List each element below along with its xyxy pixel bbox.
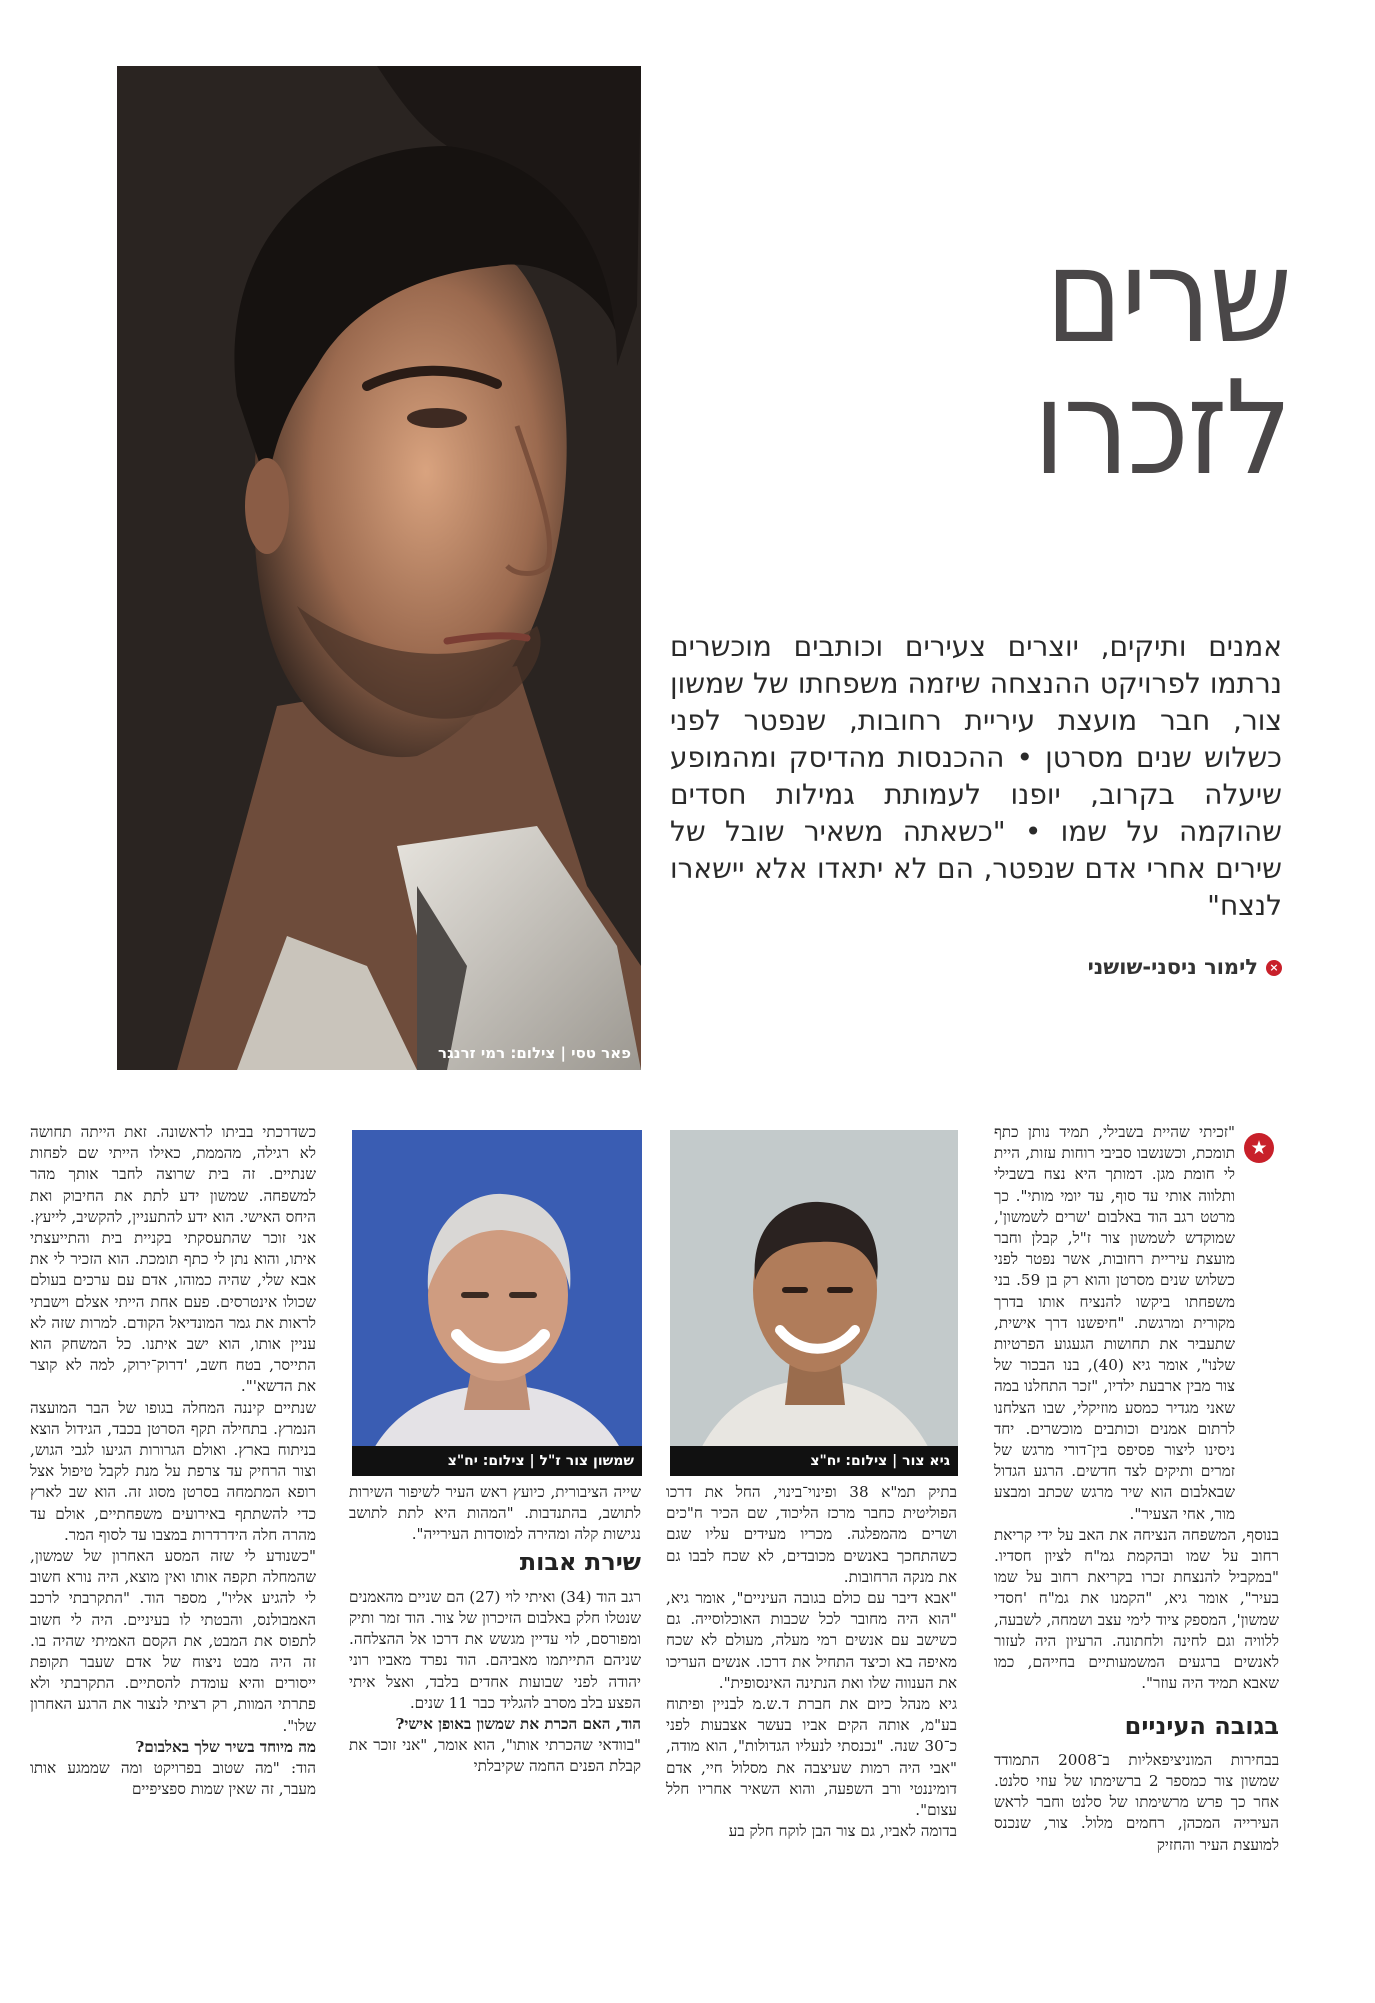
hero-photo-credit: פאר טסי | צילום: רמי זרנגר [438, 1044, 631, 1062]
hero-portrait-photo [117, 66, 641, 1070]
headline-line-1: שרים [1045, 220, 1290, 372]
photo-guy-tzur [670, 1130, 958, 1476]
star-icon: ★ [1244, 1133, 1274, 1163]
shimshon-photo-caption: שמשון צור ז"ל | צילום: יח"צ [352, 1446, 642, 1476]
column-2 [666, 1482, 957, 1842]
column-3 [349, 1482, 641, 1778]
guy-tzur-portrait [670, 1130, 958, 1476]
col3-paragraph-1: שייה הציבורית, כיועץ ראש העיר לשיפור השירות לתושב, בהתנדבות. "המהות היא לתת לתושב נגישות קלה ומהירה למוסדות העירייה". [349, 1483, 641, 1544]
guy-photo-caption: גיא צור | צילום: יח"צ [670, 1446, 958, 1476]
subhead-fathers-song: שירת אבות [519, 1547, 641, 1576]
col1-paragraph-1: "זכיתי שהיית בשבילי, תמיד נותן כתף תומכת, וכשנשבו סביבי רוחות עזות, היית לי חומת מגן. דמותך היא נצח בשבילי ותלווה אותי עד סוף, עד יומי מותי". כך מרטט רגב הוד באלבום 'שרים לשמשון', שמוקדש לשמשון צור ז"ל, קבלן וחבר מועצת עיריית רחובות, אשר נפטר לפני כשלוש שנים מסרטן והוא רק בן 59. בני משפחתו ביקשו להנציח אותו בדרך מקורית ומרגשת. "חיפשנו דרך אישית, שתעביר את תחושות הגעגוע הפרטיות שלנו", אומר גיא (40), בנו הבכור של צור מבין ארבעת ילדיו, "זכר התחלנו במה שאני מגדיר כמסע מוזיקלי, שבו הצלחנו לרתום אמנים וכותבים מוכשרים. יחד ניסינו ליצור פסיפס בין־דורי מרגש של זמרים ותיקים לצד חדשים. הרגע הגדול שבאלבום הוא שיר מרגש שכתב ומבצע מור, אחי הצעיר". [994, 1123, 1235, 1523]
column-4 [30, 1122, 316, 1801]
headline [770, 220, 1290, 504]
lede-paragraph: אמנים ותיקים, יוצרים צעירים וכותבים מוכשרים נרתמו לפרויקט ההנצחה שיזמה משפחתו של שמשון צור, חבר מועצת עיריית רחובות, שנפטר לפני כשלוש שנים מסרטן • ההכנסות מהדיסק ומהמופע שיעלה בקרוב, יופנו לעמותת גמילות חסדים שהוקמה על שמו • "כשאתה משאיר שובל של שירים אחרי אדם שנפטר, הם לא יתאדו אלא יישארו לנצח" [670, 630, 1282, 922]
subhead-eye-level: בגובה העיניים [1124, 1712, 1279, 1741]
col2-paragraph-2: "אבא דיבר עם כולם בגובה העיניים", אומר גיא, "הוא היה מחובר לכל שכבות האוכלוסייה. גם כשישב עם אנשים רמי מעלה, מעולם לא שכח מאיפה בא וכיצד התחיל את דרכו. אנשים העריכו את הענווה שלו ואת הנתינה האינסופית". [666, 1589, 957, 1692]
photo-shimshon-tzur [352, 1130, 642, 1476]
headline-line-2: לזכרו [1033, 352, 1290, 504]
col3-question-1: הוד, האם הכרת את שמשון באופן אישי? [395, 1715, 641, 1734]
col4-paragraph-3: "כשנודע לי שזה המסע האחרון של שמשון, שהמחלה תקפה אותו ואין מוצא, היה נורא חשוב לי להגיע אליו", מספר הוד. "התקרבתי לרכב האמבולנס, והבטתי לו בעיניים. היה לי חשוב לתפוס את המבט, את הקסם האמיתי שהיה בו. זה היה מבט ניצוח של אדם שעבר תקופת ייסורים והיא עומדת להסתיים. התקרבתי ולא פתרתי המוות, רק רציתי לנצור את הרגע האחרון שלו". [30, 1547, 316, 1735]
col1-paragraph-2: בנוסף, המשפחה הנציחה את האב על ידי קריאת רחוב על שמו ובהקמת גמ"ח לציון חסדיו. "במקביל להנצחת זכרו בקריאת רחוב על שמו בעיר", אומר גיא, "הקמנו את גמ"ח 'חסדי שמשון', המספק ציוד לימי עצב ושמחה, לשבעה, ללוויה וגם לחינה ולחתונה. הרעיון היה לעזור לאנשים ברגעים המשמעותיים בחייהם, כמו שאבא תמיד היה עוזר". [994, 1525, 1279, 1693]
portrait-illustration [117, 66, 641, 1070]
byline-author: לימור ניסני-שושני [1087, 955, 1258, 979]
col4-question-1: מה מיוחד בשיר שלך באלבום? [135, 1737, 316, 1756]
col3-paragraph-3: "בוודאי שהכרתי אותו", הוא אומר, "אני זוכר את קבלת הפנים החמה שקיבלתי [349, 1736, 641, 1776]
col4-paragraph-4: הוד: "מה שטוב בפרויקט ומה שממגע אותו מעבר, זה שאין שמות ספציפיים [30, 1759, 316, 1799]
col4-paragraph-1: כשדרכתי בביתו לראשונה. זאת הייתה תחושה לא רגילה, מהממת, כאילו הייתי שם לפחות שנתיים. זה בית שרוצה לחבר אותך מהר למשפחה. שמשון ידע לתת את החיבוק ואת היחס האישי. הוא ידע להתעניין, להקשיב, לייעץ. אני זוכר שהתעסקתי בקניית בית והתייעצתי איתו, והוא נתן לי כתף תומכת. הוא הזכיר לי את אבא שלי, שהיה כמוהו, אדם עם ערכים בעולם שכולו אינטרסים. פעם אחת הייתי אצלם וישבתי לראות את גמר המונדיאל הקודם. למרות שזה לא עניין אותו, הוא ישב איתנו. כל המשחק הוא התייסר, בטח חשב, 'דרוק־ירוק, למה לא קוצר את הדשא'". [30, 1123, 316, 1396]
column-1 [994, 1122, 1279, 1856]
col1-paragraph-3: בבחירות המוניציפאליות ב־2008 התמודד שמשון צור כמספר 2 ברשימתו של עוזי סלנט. אחר כך פרש מרשימתו של סלנט וחבר לראש העירייה המכהן, רחמים מלול. צור, שנכנס למועצת העיר והחזיק [994, 1750, 1280, 1854]
col3-paragraph-2: רגב הוד (34) ואיתי לוי (27) הם שניים מהאמנים שנטלו חלק באלבום הזיכרון של צור. הוד זמר ותיק ומפורסם, לוי עדיין מגשש את דרכו אל ההצלחה. שניהם התייתמו מאביהם. הוד נפרד מאביו רוני יהודה לפני שבועות אחדים בלבד, ואצל איתי הפצע בלב מסרב להגליד כבר 11 שנים. [349, 1587, 641, 1712]
col2-paragraph-1: בתיק תמ"א 38 ופינוי־בינוי, החל את דרכו הפוליטית כחבר מרכז הליכוד, שם הכיר ח"כים ושרים מהמפלגה. מכריו מעידים עליו שגם כשהתחכך באנשים מכובדים, לא שכח לבבו גם את מנקה הרחובות. [666, 1483, 957, 1586]
shimshon-tzur-portrait [352, 1130, 642, 1476]
byline [800, 955, 1282, 979]
col2-paragraph-4: בדומה לאביו, גם צור הבן לוקח חלק בע [728, 1822, 957, 1841]
byline-bullet-icon: × [1266, 960, 1282, 976]
col2-paragraph-3: גיא מנהל כיום את חברת ד.ש.מ לבניין ופיתוח בע"מ, אותה הקים אביו בעשר אצבעות לפני כ־30 שנה. "נכנסתי לנעליו הגדולות", הוא מודה, "אבי היה רמות שעיצבה את מסלול חיי, אדם דומיננטי ורב השפעה, והוא השאיר אחריו חלל עצום". [666, 1695, 957, 1820]
col4-paragraph-2: שנתיים קיננה המחלה בגופו של הבר המועצה הנמרץ. בתחילה תקף הסרטן בכבד, הגידול הוצא בניתוח בארץ. ואולם הגרורות הגיעו לגבי הגוש, וצור הרחיק עד צרפת על מנת לקבל טיפול אצל רופא המתמחה בסרטן מסוג זה. הוא שב לארץ כדי להשתתף באירועים משפחתיים, אולם עד מהרה חלה הידרדרות במצבו עד לסוף המר. [30, 1398, 316, 1544]
